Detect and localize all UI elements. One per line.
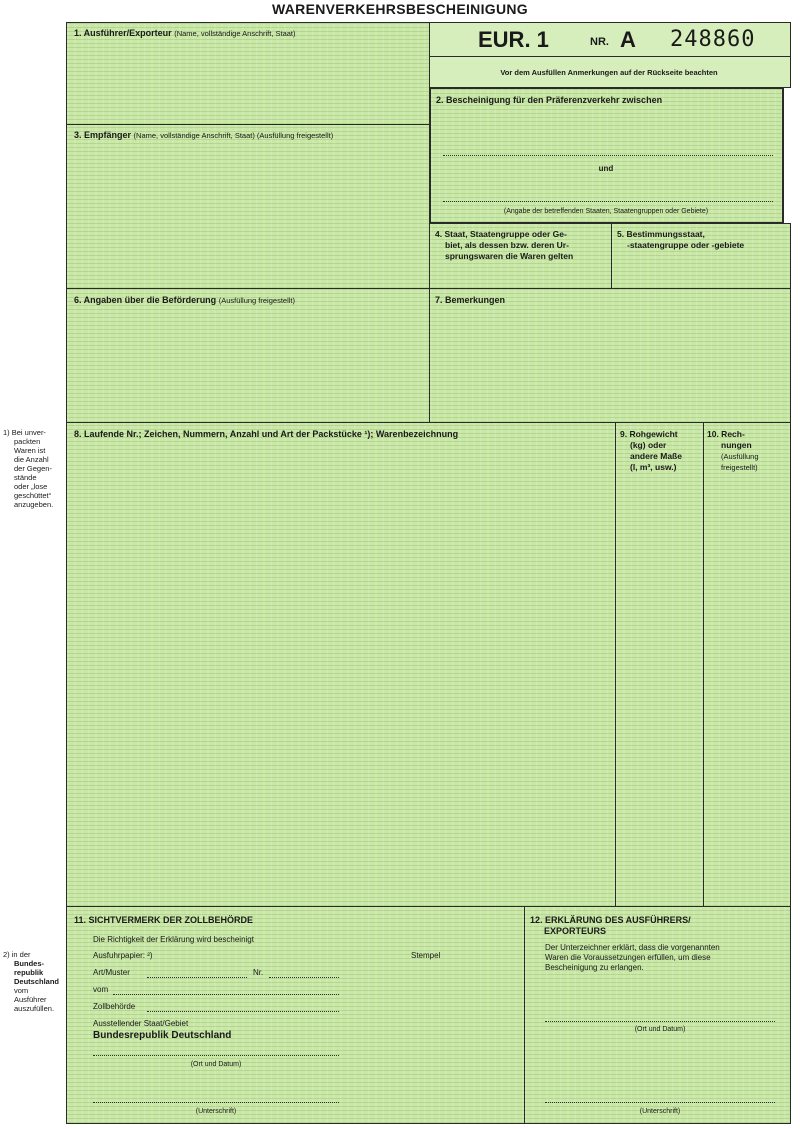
series-letter: A bbox=[620, 27, 636, 52]
field-11-label: 11. SICHTVERMERK DER ZOLLBEHÖRDE bbox=[74, 915, 254, 925]
field-7-remarks[interactable] bbox=[429, 288, 791, 423]
header-eur1 bbox=[429, 22, 791, 57]
field-11-customs[interactable]: 11. SICHTVERMERK DER ZOLLBEHÖRDE Die Richtigkeit der Erklärung wird bescheinigt Ausfuhrpapier: ²) Stempel Art/Muster Nr. vom Zollbehörde Ausstellender Staat/Gebiet Bundesrepublik Deutschland (Ort und Datum) (Unterschrift) bbox=[66, 906, 525, 1124]
stamp-label: Stempel bbox=[411, 951, 441, 960]
field-6-label: 6. Angaben über die Beförderung (Ausfüllung freigestellt) bbox=[74, 295, 295, 305]
field-3-consignee[interactable] bbox=[66, 124, 430, 289]
field-8-goods[interactable] bbox=[66, 422, 616, 907]
field-4-origin[interactable]: 4. Staat, Staatengruppe oder Ge- biet, als dessen bzw. deren Ur- sprungswaren die Waren gelten bbox=[429, 223, 612, 289]
eur1-label: EUR. 1 bbox=[478, 27, 549, 52]
certificate-number: 248860 bbox=[670, 27, 756, 52]
field-10-invoices[interactable]: 10. Rech- nungen (Ausfüllung freigestellt) bbox=[703, 422, 791, 907]
field-2-und: und bbox=[598, 164, 614, 173]
field-2-label: 2. Bescheinigung für den Präferenzverkehr zwischen bbox=[436, 95, 663, 105]
footnote-1: 1) Bei unver- packten Waren ist die Anzahl der Gegen- stände oder „lose geschüttet“ anzugeben. bbox=[3, 428, 54, 509]
field-6-transport[interactable] bbox=[66, 288, 430, 423]
field-1-exporter[interactable] bbox=[66, 22, 430, 125]
field-3-label: 3. Empfänger (Name, vollständige Anschrift, Staat) (Ausfüllung freigestellt) bbox=[74, 130, 334, 140]
field-9-weight[interactable]: 9. Rohgewicht (kg) oder andere Maße (l, m³, usw.) bbox=[615, 422, 704, 907]
footnote-2: 2) in der Bundes- republik Deutschland vom Ausführer auszufüllen. bbox=[3, 950, 60, 1013]
field-7-label: 7. Bemerkungen bbox=[435, 295, 506, 305]
field-5-destination[interactable]: 5. Bestimmungsstaat, -staatengruppe oder -gebiete bbox=[611, 223, 791, 289]
field-12-declaration[interactable]: 12. ERKLÄRUNG DES AUSFÜHRERS/ EXPORTEURS Der Unterzeichner erklärt, dass die vorgenannten Waren die Voraussetzungen erfüllen, um diese Bescheinigung zu erlangen. (Ort und Datum) (Unterschrift) bbox=[524, 906, 791, 1124]
field-12-label: 12. ERKLÄRUNG DES AUSFÜHRERS/ EXPORTEURS bbox=[530, 915, 691, 936]
nr-label: NR. bbox=[590, 36, 609, 48]
field-1-label: 1. Ausführer/Exporteur (Name, vollständige Anschrift, Staat) bbox=[74, 28, 296, 38]
field-2-preference[interactable]: 2. Bescheinigung für den Präferenzverkehr zwischen und (Angabe der betreffenden Staaten, Staatengruppen oder Gebiete) bbox=[429, 87, 784, 224]
header-note: Vor dem Ausfüllen Anmerkungen auf der Rückseite beachten bbox=[429, 56, 791, 88]
form-title: WARENVERKEHRSBESCHEINIGUNG bbox=[272, 1, 528, 17]
issuing-country: Bundesrepublik Deutschland bbox=[93, 1030, 232, 1041]
field-8-label: 8. Laufende Nr.; Zeichen, Nummern, Anzahl und Art der Packstücke ¹); Warenbezeichnung bbox=[74, 429, 459, 439]
